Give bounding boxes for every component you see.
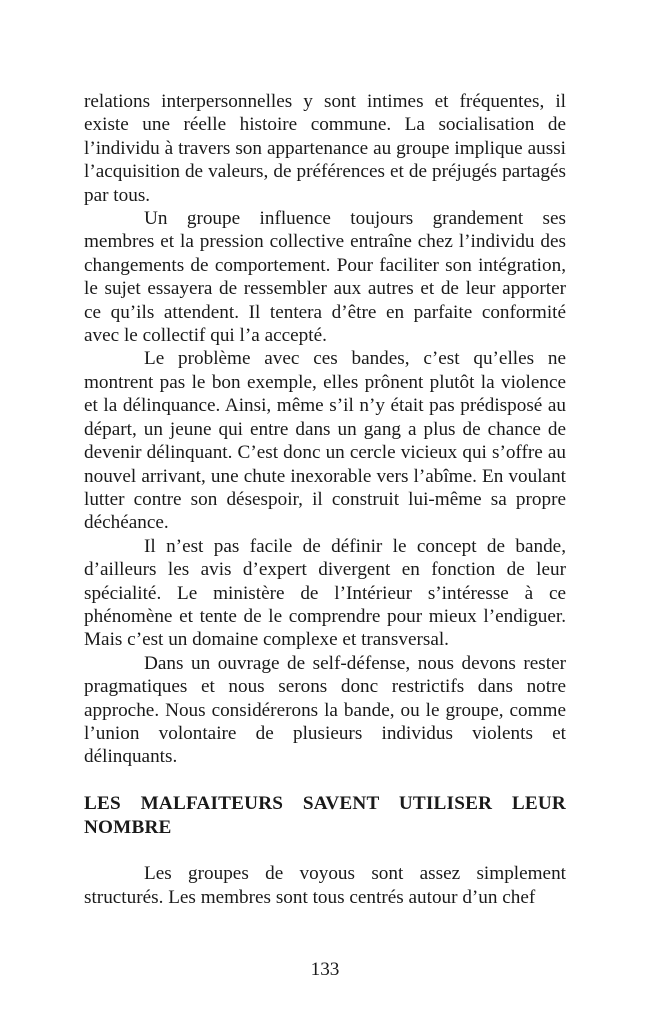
section-spacer bbox=[84, 839, 566, 862]
section-heading bbox=[84, 792, 566, 839]
paragraph-4: Il n’est pas facile de définir le concept de bande, d’ailleurs les avis d’expert divergent en fonction de leur spécialité. Le ministère de l’Intérieur s’intéresse à ce phénomène et tente de le comprendre pour mieux l’endiguer. Mais c’est un domaine complexe et transversal. bbox=[84, 535, 566, 651]
body-text bbox=[84, 90, 566, 909]
section-heading-line-1: LES MALFAITEURS SAVENT UTILISER LEUR bbox=[84, 793, 566, 815]
paragraph-3: Le problème avec ces bandes, c’est qu’elles ne montrent pas le bon exemple, elles prônent plutôt la violence et la délinquance. Ainsi, même s’il n’y était pas prédisposé au départ, un jeune qui entre dans un gang a plus de chance de devenir délinquant. C’est donc un cercle vicieux qui s’offre au nouvel arrivant, une chute inexorable vers l’abîme. En voulant lutter contre son désespoir, il construit lui-même sa propre déchéance. bbox=[84, 348, 566, 534]
page-number: 133 bbox=[310, 959, 340, 980]
paragraph-1: relations interpersonnelles y sont intimes et fréquentes, il existe une réelle histoire commune. La socialisation de l’individu à travers son appartenance au groupe implique aussi l’acquisition de valeurs, de préférences et de préjugés partagés par tous. bbox=[84, 91, 566, 206]
section-heading-line-2: NOMBRE bbox=[84, 816, 172, 838]
paragraph-2: Un groupe influence toujours grandement ses membres et la pression collective entraîne chez l’individu des changements de comportement. Pour faciliter son intégration, le sujet essayera de ressembler aux autres et de leur apporter ce qu’ils attendent. Il tentera d’être en parfaite conformité avec le collectif qui l’a accepté. bbox=[84, 208, 566, 347]
paragraph-6: Les groupes de voyous sont assez simplement structurés. Les membres sont tous centrés autour d’un chef bbox=[84, 863, 566, 908]
paragraph-5: Dans un ouvrage de self-défense, nous devons rester pragmatiques et nous serons donc restrictifs dans notre approche. Nous considérerons la bande, ou le groupe, comme l’union volontaire de plusieurs individus violents et délinquants. bbox=[84, 652, 566, 768]
